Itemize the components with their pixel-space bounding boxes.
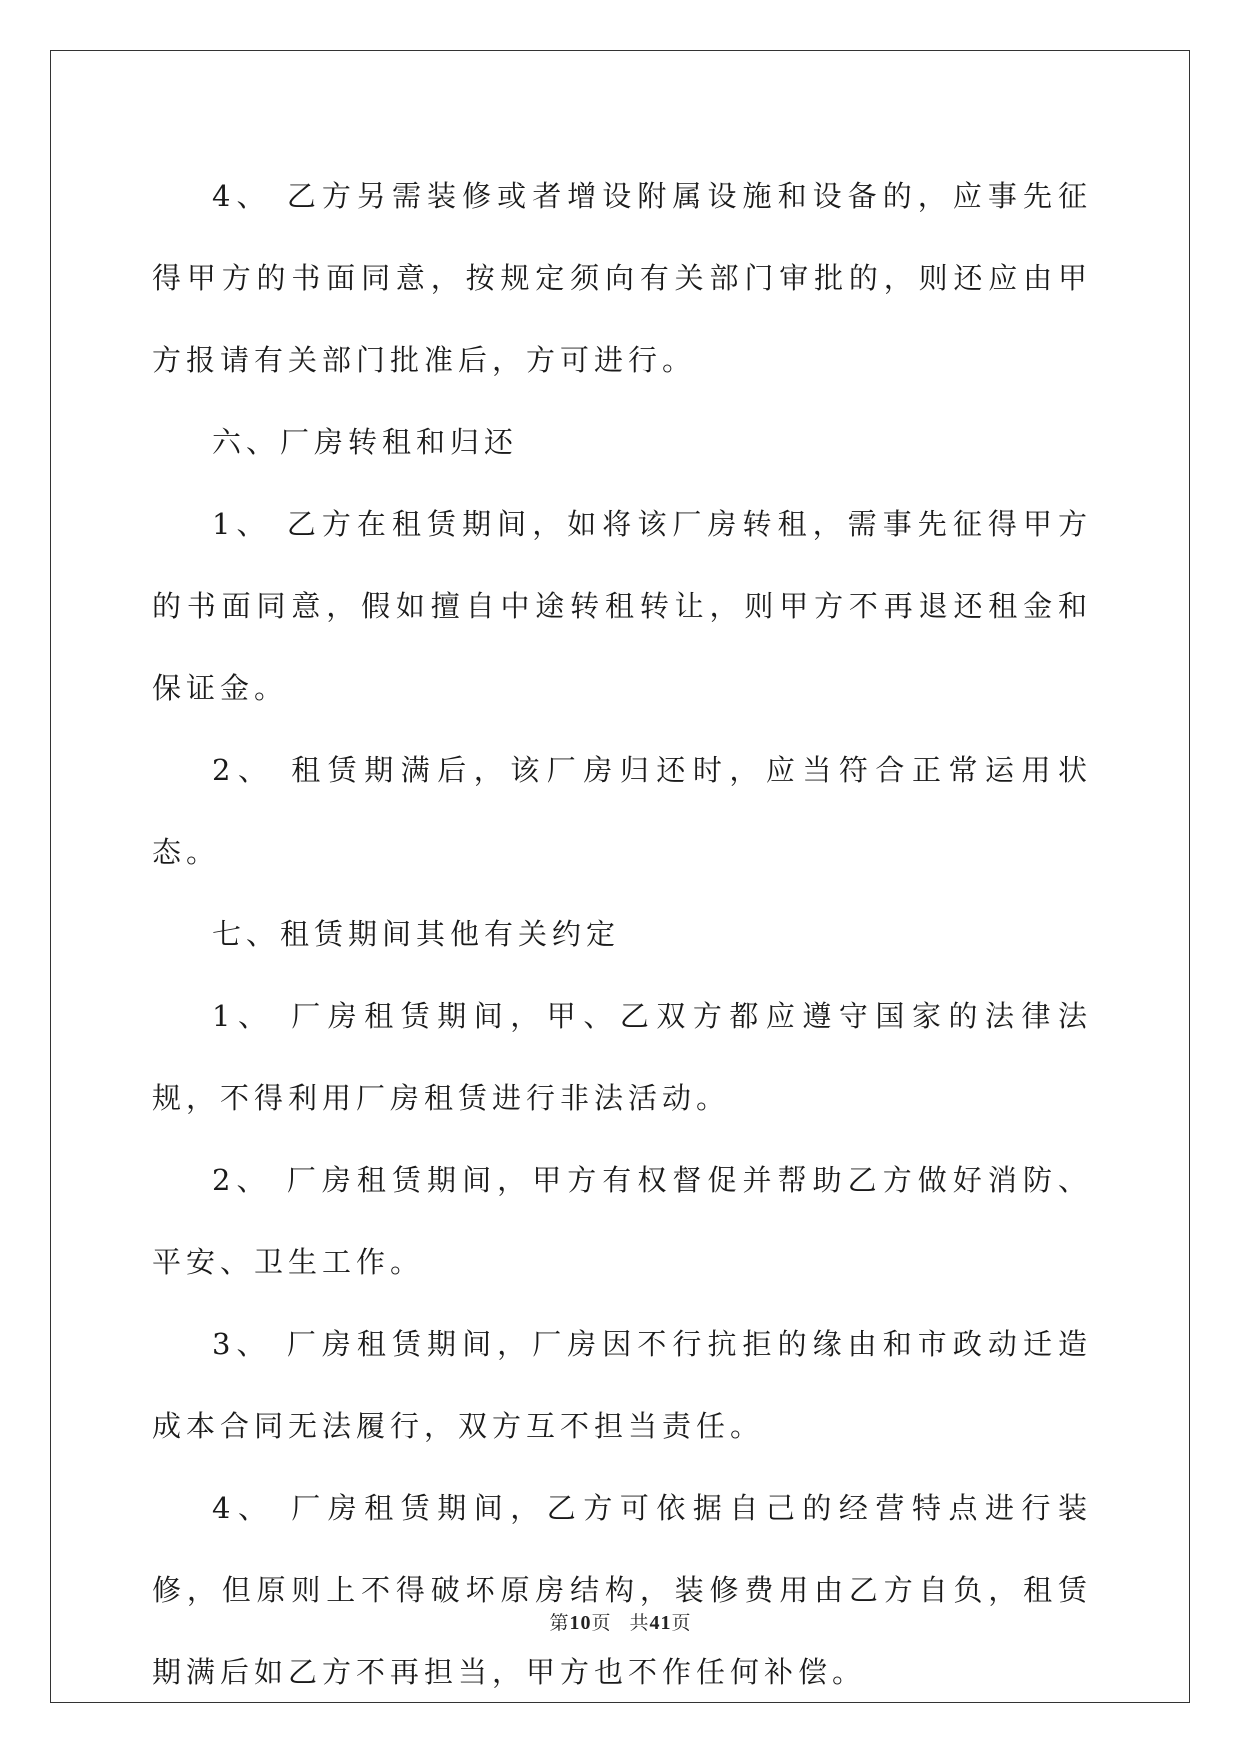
section-heading-other-agreements: 七、租赁期间其他有关约定 [212,917,621,951]
paragraph-item-2-return: 2、 租赁期满后，该厂房归还时，应当符合正常运用状态。 [152,753,1092,869]
paragraph-item-1-law: 1、 厂房租赁期间，甲、乙双方都应遵守国家的法律法规，不得利用厂房租赁进行非法活动。 [152,999,1092,1115]
paragraph-item-1-sublease: 1、 乙方在租赁期间，如将该厂房转租，需事先征得甲方的书面同意，假如擅自中途转租转让，则甲方不再退还租金和保证金。 [152,507,1092,705]
page-prefix: 第 [549,1612,570,1634]
page-footer [0,1608,1241,1635]
page-suffix: 页 [591,1612,612,1634]
section-heading-sublease-return: 六、厂房转租和归还 [212,425,519,459]
total-pages: 41 [649,1612,672,1634]
total-prefix: 共 [629,1612,650,1634]
page-number: 10 [569,1612,592,1634]
paragraph-item-2-safety: 2、 厂房租赁期间，甲方有权督促并帮助乙方做好消防、平安、卫生工作。 [152,1163,1092,1279]
paragraph-item-4-renovation: 4、 乙方另需装修或者增设附属设施和设备的，应事先征得甲方的书面同意，按规定须向有关部门审批的，则还应由甲方报请有关部门批准后，方可进行。 [152,179,1092,377]
total-suffix: 页 [671,1612,692,1634]
paragraph-item-4-decoration: 4、 厂房租赁期间，乙方可依据自己的经营特点进行装修，但原则上不得破坏原房结构，装修费用由乙方自负，租赁期满后如乙方不再担当，甲方也不作任何补偿。 [152,1491,1092,1689]
paragraph-item-3-force-majeure: 3、 厂房租赁期间，厂房因不行抗拒的缘由和市政动迁造成本合同无法履行，双方互不担当责任。 [152,1327,1092,1443]
document-body [152,155,1092,1713]
